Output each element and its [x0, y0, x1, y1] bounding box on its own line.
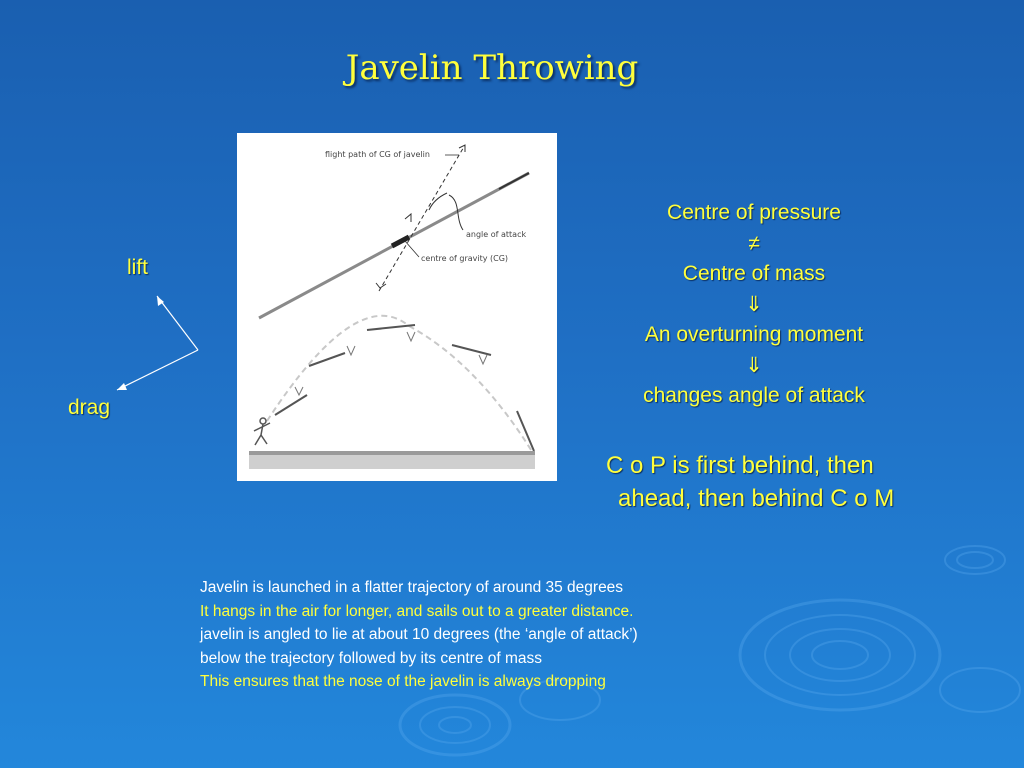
- summary-block: [606, 449, 966, 515]
- flight-path-label: flight path of CG of javelin: [325, 150, 430, 159]
- lift-label: lift: [127, 256, 148, 279]
- angle-of-attack-arc: [429, 193, 447, 210]
- down-arrow-icon: ⇓: [745, 292, 763, 316]
- javelin-tip: [499, 173, 529, 189]
- flight-path-line: [379, 145, 465, 291]
- drag-vector: [117, 350, 198, 390]
- drag-label: drag: [68, 396, 111, 419]
- lift-vector: [157, 296, 198, 350]
- flight-path-arrowhead-mid: [405, 214, 411, 222]
- notes-block: [200, 576, 820, 694]
- javelin-pos-4: [452, 345, 491, 355]
- centre-of-pressure-text: Centre of pressure: [667, 201, 841, 224]
- slide-title: Javelin Throwing: [345, 48, 639, 88]
- javelin-pos-1: [275, 395, 307, 415]
- ground-edge: [249, 451, 535, 455]
- trajectory-arrows: [295, 332, 487, 395]
- centre-of-gravity-label: centre of gravity (CG): [421, 254, 509, 263]
- force-vectors: [100, 280, 210, 400]
- javelin-grip: [392, 237, 409, 246]
- angle-of-attack-label: angle of attack: [466, 230, 527, 239]
- explanation-block: [594, 198, 914, 412]
- trajectory-path: [267, 316, 533, 453]
- flight-path-arrowhead-low: [376, 283, 386, 288]
- not-equal-symbol: ≠: [748, 231, 760, 255]
- centre-of-mass-text: Centre of mass: [682, 262, 826, 285]
- javelin-pos-2: [309, 353, 345, 366]
- summary-line-2: ahead, then behind C o M: [618, 485, 895, 512]
- angle-of-attack-text: changes angle of attack: [643, 384, 865, 407]
- cg-leader: [405, 241, 419, 257]
- overturning-moment-text: An overturning moment: [644, 323, 864, 346]
- note-line: It hangs in the air for longer, and sails out to a greater distance.: [200, 602, 634, 620]
- note-line: This ensures that the nose of the javelin is always dropping: [200, 673, 606, 691]
- javelin-pos-3: [367, 325, 415, 330]
- summary-line-1: C o P is first behind, then: [606, 452, 874, 479]
- note-line: javelin is angled to lie at about 10 degrees (the ‘angle of attack’): [200, 626, 638, 644]
- note-line: Javelin is launched in a flatter trajectory of around 35 degrees: [200, 579, 624, 596]
- drag-arrowhead: [117, 383, 127, 390]
- javelin-diagram: [237, 133, 557, 481]
- thrower-figure: [254, 418, 270, 445]
- note-line: below the trajectory followed by its centre of mass: [200, 649, 543, 667]
- down-arrow-icon: ⇓: [745, 353, 763, 377]
